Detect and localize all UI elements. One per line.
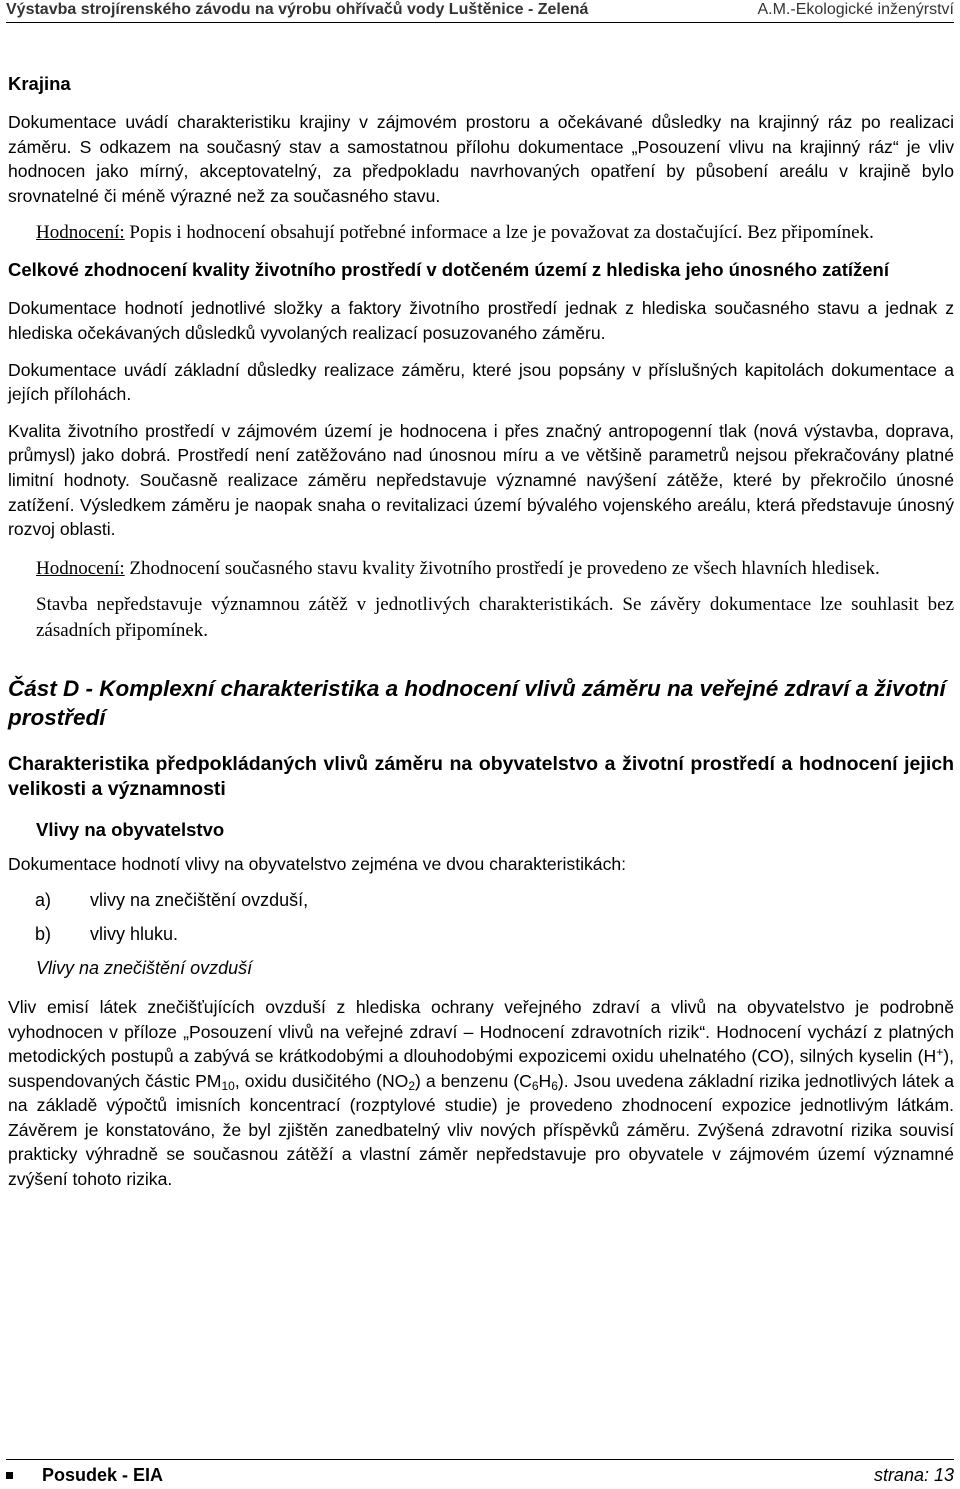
evaluation-text: Zhodnocení současného stavu kvality životního prostředí je provedeno ze všech hlavních hledisek. <box>124 557 880 579</box>
page-number: strana: 13 <box>873 1465 954 1485</box>
celkove-evaluation <box>8 556 954 582</box>
ovzdusi-paragraph <box>8 995 954 1192</box>
list-marker: a) <box>35 890 52 911</box>
krajina-paragraph: Dokumentace uvádí charakteristiku krajiny v zájmovém prostoru a očekávané důsledky na krajinný ráz po realizaci záměru. S odkazem na současný stav a samostatnou přílohu dokumentace „Posouzení vlivu na krajinný ráz“ je vliv hodnocen jako mírný, akceptovatelný, za předpokladu navrhovaných opatření by působení areálu v krajině bylo srovnatelné či méně výrazné než za současného stavu. <box>8 112 954 206</box>
superscript: + <box>936 1045 944 1060</box>
list-text: vlivy na znečištění ovzduší, <box>90 890 309 911</box>
celkove-paragraph-1: Dokumentace hodnotí jednotlivé složky a faktory životního prostředí jednak z hlediska současného stavu a jednak z hlediska očekávaných důsledků vyvolaných realizací posuzovaného záměru. <box>8 298 954 343</box>
document-content <box>8 70 954 1192</box>
subscript: 6 <box>531 1078 539 1093</box>
text-run: , oxidu dusičitého (NO <box>234 1070 409 1091</box>
subscript: 2 <box>408 1078 416 1093</box>
footer-title: Posudek - EIA <box>42 1465 164 1485</box>
text-run: Vliv emisí látek znečišťujících ovzduší z hlediska ochrany veřejného zdraví a vlivů na obyvatelstvo je podrobně vyhodnocen v příloze „Posouzení vlivů na veřejné zdraví – Hodnocení zdravotních rizik“. Hodnocení vychází z platných metodických postupů a zabývá se krátkodobými a dlouhodobými expozicemi oxidu uhelnatého (CO), silných kyselin (H <box>8 996 954 1067</box>
header-title: Výstavba strojírenského závodu na výrobu ohřívačů vody Luštěnice - Zelená <box>6 1 589 18</box>
list-item <box>8 922 954 946</box>
page-header <box>6 0 954 23</box>
text-run: ) a benzenu (C <box>415 1070 532 1091</box>
list-item <box>8 888 954 912</box>
celkove-paragraph-2: Dokumentace uvádí základní důsledky realizace záměru, které jsou popsány v příslušných kapitolách dokumentace a jejích přílohách. <box>8 359 954 405</box>
celkove-heading: Celkové zhodnocení kvality životního prostředí v dotčeném území z hlediska jeho únosného zatížení <box>8 259 889 281</box>
subscript: 10 <box>221 1078 235 1093</box>
evaluation-label: Hodnocení: <box>36 222 125 244</box>
square-bullet-icon <box>6 1472 13 1479</box>
krajina-evaluation <box>8 220 954 246</box>
evaluation-label: Hodnocení: <box>36 557 125 579</box>
vlivy-heading: Vlivy na obyvatelstvo <box>36 818 225 840</box>
part-d-title: Část D - Komplexní charakteristika a hodnocení vlivů záměru na veřejné zdraví a životní prostředí <box>8 675 946 730</box>
evaluation-text: Popis i hodnocení obsahují potřebné informace a lze je považovat za dostačující. Bez připomínek. <box>124 222 874 244</box>
text-run: ), suspendovaných částic PM <box>8 1046 954 1091</box>
text-run: ). Jsou uvedena základní rizika jednotlivých látek a na základě výpočtů imisních koncentrací (rozptylové studie) je provedeno zhodnocení expozice jednotlivým látkám. Závěrem je konstatováno, že byl zjištěn zanedbatelný vliv nových příspěvků záměru. Zvýšená zdravotní rizika souvisí prakticky výhradně se současnou zátěží a vlastní záměr nepředstavuje pro obyvatele v zájmovém území významné zvýšení tohoto rizika. <box>8 1070 954 1190</box>
subscript: 6 <box>551 1078 558 1093</box>
page-footer <box>6 1459 954 1484</box>
vlivy-intro: Dokumentace hodnotí vlivy na obyvatelstvo zejména ve dvou charakteristikách: <box>8 853 627 874</box>
text-run: H <box>538 1070 552 1091</box>
header-company: A.M.-Ekologické inženýrství <box>757 1 954 18</box>
krajina-heading: Krajina <box>8 73 71 94</box>
celkove-paragraph-3: Kvalita životního prostředí v zájmovém území je hodnocena i přes značný antropogenní tlak (nová výstavba, doprava, průmysl) jako dobrá. Prostředí není zatěžováno nad únosnou míru a ve většině parametrů nejsou překračovány platné limitní hodnoty. Současně realizace záměru nepředstavuje významné navýšení zátěže, které by překročilo únosné zatížení. Výsledkem záměru je naopak snaha o revitalizaci území bývalého vojenského areálu, která představuje únosný rozvoj oblasti. <box>8 420 954 540</box>
list-marker: b) <box>35 924 52 945</box>
list-text: vlivy hluku. <box>90 924 179 945</box>
ovzdusi-heading: Vlivy na znečištění ovzduší <box>36 958 253 979</box>
part-d-subtitle: Charakteristika předpokládaných vlivů záměru na obyvatelstvo a životní prostředí a hodnocení jejich velikosti a významnosti <box>8 752 954 800</box>
celkove-evaluation-2: Stavba nepředstavuje významnou zátěž v jednotlivých charakteristikách. Se závěry dokumentace lze souhlasit bez zásadních připomínek. <box>36 593 954 641</box>
